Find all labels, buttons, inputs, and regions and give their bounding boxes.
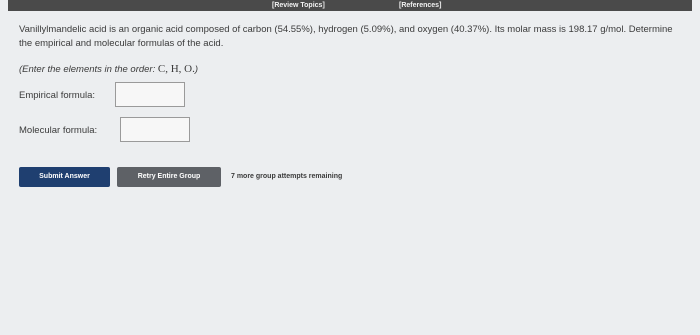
submit-answer-button[interactable]: Submit Answer <box>19 167 110 187</box>
instruction-suffix: ) <box>194 64 199 75</box>
question-text: Vanillylmandelic acid is an organic acid composed of carbon (54.55%), hydrogen (5.09%), and oxygen (40.37%). Its molar mass is 198.17 g/mol. Determine the empirical and molecular formulas of the acid. <box>19 24 673 49</box>
molecular-formula-label: Molecular formula: <box>19 125 98 136</box>
empirical-formula-input[interactable] <box>115 82 185 107</box>
instruction-prefix: (Enter the elements in the order: <box>19 64 158 75</box>
attempts-remaining-text: 7 more group attempts remaining <box>231 173 343 180</box>
instruction-text <box>19 63 198 75</box>
molecular-formula-input[interactable] <box>120 117 190 142</box>
instruction-elements: C, H, O. <box>157 63 195 75</box>
empirical-formula-label: Empirical formula: <box>19 90 96 101</box>
top-toolbar <box>8 0 692 11</box>
references-link[interactable]: [References] <box>399 2 442 9</box>
review-topics-link[interactable]: [Review Topics] <box>272 2 325 9</box>
retry-entire-group-button[interactable]: Retry Entire Group <box>117 167 221 187</box>
